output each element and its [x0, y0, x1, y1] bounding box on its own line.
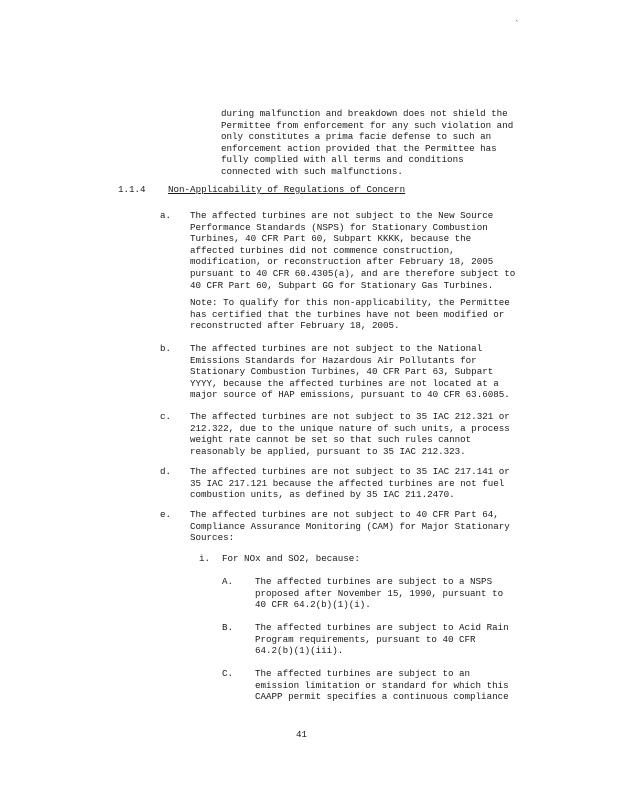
item-label: a. — [160, 210, 172, 221]
text-line: 212.322, due to the unique nature of such units, a process — [190, 422, 510, 434]
text-line: affected turbines did not commence construction, — [190, 244, 455, 256]
text-line: combustion units, as defined by 35 IAC 211.2470. — [190, 489, 455, 501]
text-line: Permittee from enforcement for any such violation and — [221, 119, 514, 131]
text-line: YYYY, because the affected turbines are not located at a — [190, 377, 499, 389]
page-number: 41 — [296, 729, 308, 740]
corner-mark: ` — [514, 20, 520, 30]
text-line: 35 IAC 217.121 because the affected turbines are not fuel — [190, 477, 505, 489]
text-line: Note: To qualify for this non-applicability, the Permittee — [190, 297, 510, 308]
text-line: Turbines, 40 CFR Part 60, Subpart KKKK, because the — [190, 233, 472, 245]
item-label: d. — [160, 466, 172, 477]
section-heading — [118, 184, 538, 196]
text-line: The affected turbines are subject to an — [255, 668, 471, 679]
list-item — [190, 466, 550, 501]
list-item — [190, 411, 550, 457]
text-line: enforcement action provided that the Permittee has — [221, 142, 497, 154]
item-label: b. — [160, 343, 172, 354]
text-line: Compliance Assurance Monitoring (CAM) for Major Stationary — [190, 520, 510, 532]
text-line: The affected turbines are subject to Acid Rain — [255, 622, 509, 633]
text-line: The affected turbines are not subject to the New Source — [190, 210, 494, 221]
text-line: Stationary Combustion Turbines, 40 CFR Part 63, Subpart — [190, 366, 494, 378]
bullet-text: For NOx and SO2, because: — [222, 553, 360, 564]
continuation-paragraph — [221, 108, 521, 178]
note-paragraph — [190, 297, 550, 332]
text-line: weight rate cannot be set so that such rules cannot — [190, 434, 472, 446]
text-line: CAAPP permit specifies a continuous compliance — [255, 691, 509, 703]
text-line: Program requirements, pursuant to 40 CFR — [255, 633, 476, 645]
text-line: proposed after November 15, 1990, pursuant to — [255, 587, 504, 599]
text-line: connected with such malfunctions. — [221, 165, 403, 177]
text-line: 64.2(b)(1)(iii). — [255, 645, 344, 657]
text-line: The affected turbines are not subject to 40 CFR Part 64, — [190, 509, 499, 520]
text-line: The affected turbines are not subject to 35 IAC 212.321 or — [190, 411, 510, 422]
sub-list-item — [255, 576, 525, 611]
text-line: has certified that the turbines have not been modified or — [190, 308, 505, 320]
item-label: e. — [160, 509, 172, 520]
list-item — [190, 343, 550, 401]
list-item — [190, 210, 550, 291]
bullet-label: i. — [199, 553, 211, 564]
text-line: 40 CFR Part 60, Subpart GG for Stationary Gas Turbines. — [190, 279, 494, 291]
text-line: major source of HAP emissions, pursuant to 40 CFR 63.6085. — [190, 389, 510, 401]
section-title: Non-Applicability of Regulations of Concern — [168, 184, 406, 195]
list-item — [190, 509, 550, 544]
text-line: 40 CFR 64.2(b)(1)(i). — [255, 599, 371, 611]
text-line: modification, or reconstruction after February 18, 2005 — [190, 256, 494, 268]
sub-list-item — [255, 622, 525, 657]
text-line: emission limitation or standard for which this — [255, 679, 509, 691]
text-line: reconstructed after February 18, 2005. — [190, 320, 400, 332]
text-line: The affected turbines are subject to a NSPS — [255, 576, 493, 587]
text-line: fully complied with all terms and conditions — [221, 154, 464, 166]
item-label: c. — [160, 411, 172, 422]
text-line: reasonably be applied, pursuant to 35 IAC 212.323. — [190, 445, 466, 457]
subitem-label: A. — [222, 576, 234, 587]
text-line: pursuant to 40 CFR 60.4305(a), and are therefore subject to — [190, 267, 516, 279]
text-line: only constitutes a prima facie defense to such an — [221, 131, 492, 143]
subitem-label: C. — [222, 668, 234, 679]
text-line: Performance Standards (NSPS) for Stationary Combustion — [190, 221, 488, 233]
text-line: The affected turbines are not subject to the National — [190, 343, 483, 354]
text-line: The affected turbines are not subject to 35 IAC 217.141 or — [190, 466, 510, 477]
text-line: Sources: — [190, 532, 235, 544]
section-number: 1.1.4 — [118, 184, 146, 195]
text-line: Emissions Standards for Hazardous Air Pollutants for — [190, 354, 477, 366]
sub-list-item — [255, 668, 525, 703]
subitem-label: B. — [222, 622, 234, 633]
text-line: during malfunction and breakdown does not shield the — [221, 108, 508, 119]
